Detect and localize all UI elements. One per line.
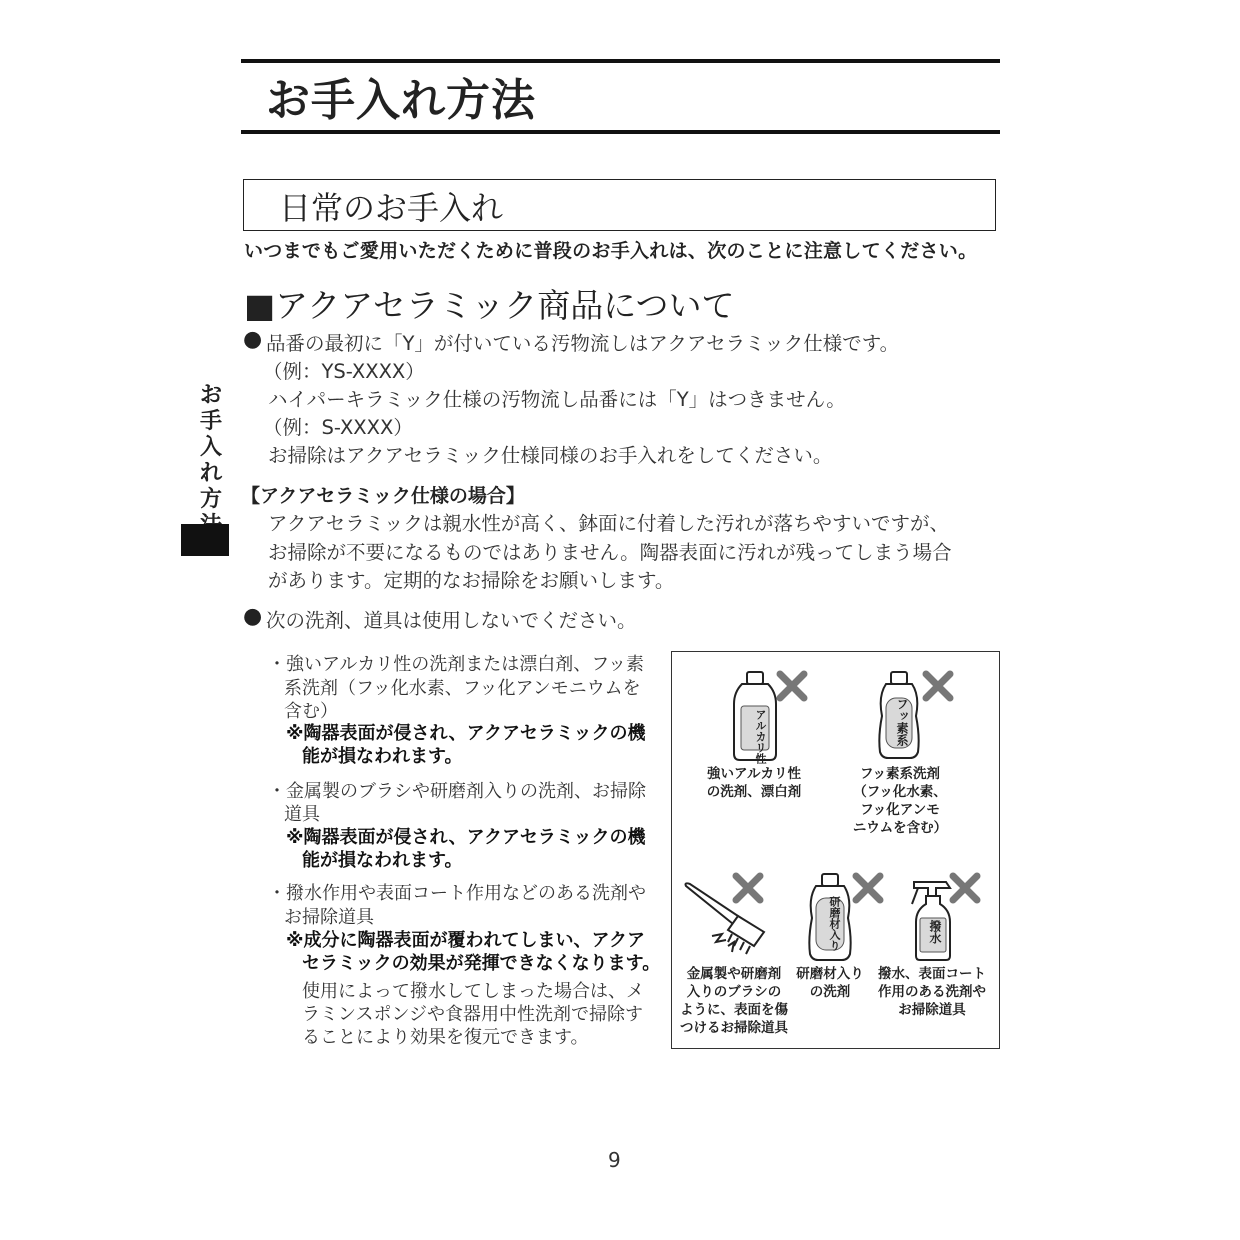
- recovery-note: 使用によって撥水してしまった場合は、メ: [302, 981, 644, 1002]
- body-text: （例：S-XXXX）: [263, 416, 413, 439]
- list-item: 道具: [284, 804, 320, 825]
- side-tab-char: お: [199, 383, 222, 408]
- cross-mark-icon: [922, 670, 954, 702]
- recovery-note: ラミンスポンジや食器用中性洗剤で掃除す: [302, 1004, 644, 1025]
- side-tab-char: 入: [199, 435, 222, 460]
- list-item: お掃除道具: [284, 907, 374, 928]
- illustration-panel: [671, 651, 1000, 1049]
- item-caption: 撥水、表面コート 作用のある洗剤や お掃除道具: [878, 966, 986, 1018]
- warning-note: ※陶器表面が侵され、アクアセラミックの機: [286, 827, 646, 848]
- intro-text: いつまでもご愛用いただくために普段のお手入れは、次のことに注意してください。: [244, 240, 978, 262]
- body-text: （例：YS-XXXX）: [263, 360, 425, 383]
- side-tab-label: [196, 383, 226, 539]
- title-top-rule: [241, 59, 1000, 63]
- list-item: 含む）: [284, 701, 338, 722]
- body-text: アクアセラミックは親水性が高く、鉢面に付着した汚れが落ちやすいですが、: [268, 512, 949, 535]
- subsection-heading: ■アクアセラミック商品について: [244, 286, 735, 325]
- recovery-note: ることにより効果を復元できます。: [302, 1027, 589, 1048]
- item-caption: 研磨材入り の洗剤: [796, 966, 864, 1000]
- side-tab-bar: [181, 524, 229, 556]
- bottle-label: 研磨材入り: [828, 896, 841, 951]
- bottle-label: 撥水: [928, 920, 942, 944]
- case-heading: 【アクアセラミック仕様の場合】: [241, 485, 525, 507]
- cross-mark-icon: [732, 872, 764, 904]
- warning-note: 能が損なわれます。: [302, 746, 463, 767]
- page-title: お手入れ方法: [266, 75, 536, 126]
- warning-note: 能が損なわれます。: [302, 850, 463, 871]
- list-item: ・撥水作用や表面コート作用などのある洗剤や: [268, 883, 646, 904]
- bottle-label: アルカリ性: [754, 709, 767, 764]
- list-item: ・強いアルカリ性の洗剤または漂白剤、フッ素: [268, 654, 645, 675]
- item-caption: 強いアルカリ性 の洗剤、漂白剤: [706, 766, 802, 800]
- side-tab-char: 方: [199, 487, 222, 512]
- title-bottom-rule: [241, 130, 1000, 134]
- body-text: お掃除が不要になるものではありません。陶器表面に汚れが残ってしまう場合: [268, 541, 952, 564]
- page-number: 9: [608, 1148, 621, 1172]
- item-caption: 金属製や研磨剤 入りのブラシの ように、表面を傷 つけるお掃除道具: [680, 966, 788, 1036]
- body-text: ハイパーキラミック仕様の汚物流し品番には「Y」はつきません。: [268, 388, 846, 411]
- body-text: 次の洗剤、道具は使用しないでください。: [266, 609, 637, 632]
- section-title: 日常のお手入れ: [279, 189, 504, 227]
- side-tab-char: 手: [199, 409, 222, 434]
- cross-mark-icon: [776, 670, 808, 702]
- bottle-label: フッ素系: [895, 698, 909, 746]
- cross-mark-icon: [852, 872, 884, 904]
- warning-note: セラミックの効果が発揮できなくなります。: [302, 953, 661, 974]
- body-text: があります。定期的なお掃除をお願いします。: [268, 569, 675, 592]
- side-tab-char: れ: [199, 461, 222, 486]
- bullet-icon: ●: [243, 327, 263, 352]
- warning-note: ※成分に陶器表面が覆われてしまい、アクア: [286, 930, 645, 951]
- item-caption: フッ素系洗剤 （フッ化水素、 フッ化アンモ ニウムを含む）: [852, 766, 948, 836]
- body-text: 品番の最初に「Y」が付いている汚物流しはアクアセラミック仕様です。: [266, 332, 900, 355]
- body-text: お掃除はアクアセラミック仕様同様のお手入れをしてください。: [268, 444, 833, 467]
- cross-mark-icon: [949, 872, 981, 904]
- list-item: 系洗剤（フッ化水素、フッ化アンモニウムを: [284, 678, 641, 699]
- list-item: ・金属製のブラシや研磨剤入りの洗剤、お掃除: [268, 781, 646, 802]
- warning-note: ※陶器表面が侵され、アクアセラミックの機: [286, 723, 646, 744]
- bullet-icon: ●: [243, 604, 263, 629]
